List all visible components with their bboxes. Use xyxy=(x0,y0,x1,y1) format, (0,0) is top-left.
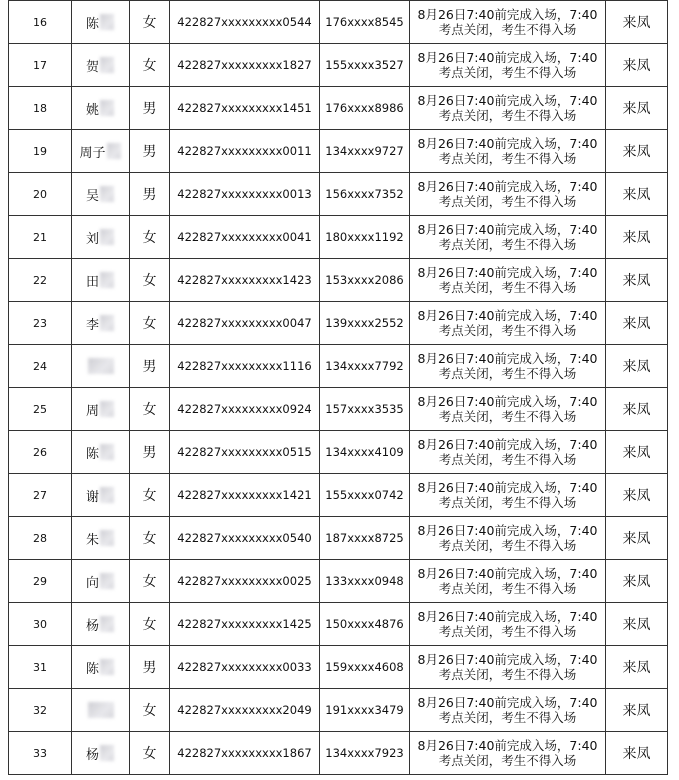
gender-cell: 女 xyxy=(130,302,170,345)
entry-note-line2: 考点关闭，考生不得入场 xyxy=(438,366,577,381)
table-row xyxy=(9,345,668,388)
entry-note-line1: 8月26日7:40前完成入场，7:40 xyxy=(417,351,598,366)
gender-cell: 女 xyxy=(130,474,170,517)
entry-note-line2: 考点关闭，考生不得入场 xyxy=(438,753,577,768)
name-visible-part: 李 xyxy=(85,317,99,333)
name-cell xyxy=(72,44,130,87)
gender-cell: 男 xyxy=(130,173,170,216)
redacted-name-mask xyxy=(100,444,114,460)
phone-cell: 155xxxx3527 xyxy=(320,44,410,87)
entry-note-line1: 8月26日7:40前完成入场，7:40 xyxy=(417,136,598,151)
id-number-cell: 422827xxxxxxxxx0025 xyxy=(170,560,320,603)
exam-site-cell: 来凤 xyxy=(606,646,668,689)
id-number-cell: 422827xxxxxxxxx1421 xyxy=(170,474,320,517)
exam-site-cell: 来凤 xyxy=(606,431,668,474)
phone-cell: 187xxxx8725 xyxy=(320,517,410,560)
exam-site-cell: 来凤 xyxy=(606,388,668,431)
exam-candidate-table xyxy=(8,0,668,775)
table-row xyxy=(9,302,668,345)
table-row xyxy=(9,474,668,517)
phone-cell: 157xxxx3535 xyxy=(320,388,410,431)
name-visible-part: 杨 xyxy=(85,747,99,763)
entry-note-cell xyxy=(410,130,606,173)
name-visible-part: 陈 xyxy=(85,446,99,462)
name-cell xyxy=(72,560,130,603)
exam-site-cell: 来凤 xyxy=(606,345,668,388)
table-row xyxy=(9,173,668,216)
row-number-cell: 20 xyxy=(9,173,72,216)
name-cell xyxy=(72,1,130,44)
entry-note-line2: 考点关闭，考生不得入场 xyxy=(438,323,577,338)
table-row xyxy=(9,431,668,474)
entry-note-line1: 8月26日7:40前完成入场，7:40 xyxy=(417,609,598,624)
gender-cell: 男 xyxy=(130,130,170,173)
entry-note-cell xyxy=(410,259,606,302)
redacted-name-mask xyxy=(100,616,114,632)
entry-note-cell xyxy=(410,87,606,130)
row-number-cell: 32 xyxy=(9,689,72,732)
entry-note-line2: 考点关闭，考生不得入场 xyxy=(438,108,577,123)
name-cell xyxy=(72,732,130,775)
table-row xyxy=(9,560,668,603)
table-row xyxy=(9,603,668,646)
row-number-cell: 21 xyxy=(9,216,72,259)
gender-cell: 女 xyxy=(130,1,170,44)
phone-cell: 134xxxx7792 xyxy=(320,345,410,388)
id-number-cell: 422827xxxxxxxxx0011 xyxy=(170,130,320,173)
name-visible-part: 杨 xyxy=(85,618,99,634)
name-cell xyxy=(72,689,130,732)
redacted-name-mask xyxy=(100,401,114,417)
gender-cell: 女 xyxy=(130,689,170,732)
exam-site-cell: 来凤 xyxy=(606,689,668,732)
name-visible-part: 刘 xyxy=(85,231,99,247)
name-cell xyxy=(72,173,130,216)
id-number-cell: 422827xxxxxxxxx1423 xyxy=(170,259,320,302)
redacted-name-mask xyxy=(100,487,114,503)
name-visible-part: 贺 xyxy=(85,59,99,75)
redacted-name-mask xyxy=(100,272,114,288)
redacted-name-mask xyxy=(100,530,114,546)
row-number-cell: 25 xyxy=(9,388,72,431)
entry-note-line1: 8月26日7:40前完成入场，7:40 xyxy=(417,738,598,753)
gender-cell: 女 xyxy=(130,560,170,603)
entry-note-line1: 8月26日7:40前完成入场，7:40 xyxy=(417,308,598,323)
entry-note-cell xyxy=(410,603,606,646)
table-body xyxy=(9,1,668,775)
phone-cell: 150xxxx4876 xyxy=(320,603,410,646)
exam-site-cell: 来凤 xyxy=(606,216,668,259)
entry-note-line1: 8月26日7:40前完成入场，7:40 xyxy=(417,179,598,194)
exam-site-cell: 来凤 xyxy=(606,732,668,775)
phone-cell: 155xxxx0742 xyxy=(320,474,410,517)
entry-note-line1: 8月26日7:40前完成入场，7:40 xyxy=(417,566,598,581)
name-cell xyxy=(72,603,130,646)
gender-cell: 女 xyxy=(130,216,170,259)
phone-cell: 159xxxx4608 xyxy=(320,646,410,689)
gender-cell: 男 xyxy=(130,646,170,689)
phone-cell: 191xxxx3479 xyxy=(320,689,410,732)
entry-note-line1: 8月26日7:40前完成入场，7:40 xyxy=(417,394,598,409)
row-number-cell: 28 xyxy=(9,517,72,560)
gender-cell: 女 xyxy=(130,259,170,302)
id-number-cell: 422827xxxxxxxxx0033 xyxy=(170,646,320,689)
entry-note-cell xyxy=(410,732,606,775)
table-row xyxy=(9,87,668,130)
id-number-cell: 422827xxxxxxxxx1425 xyxy=(170,603,320,646)
name-cell xyxy=(72,216,130,259)
name-visible-part: 陈 xyxy=(85,661,99,677)
row-number-cell: 27 xyxy=(9,474,72,517)
phone-cell: 134xxxx7923 xyxy=(320,732,410,775)
entry-note-line2: 考点关闭，考生不得入场 xyxy=(438,452,577,467)
row-number-cell: 30 xyxy=(9,603,72,646)
id-number-cell: 422827xxxxxxxxx0041 xyxy=(170,216,320,259)
gender-cell: 男 xyxy=(130,431,170,474)
phone-cell: 134xxxx4109 xyxy=(320,431,410,474)
id-number-cell: 422827xxxxxxxxx0047 xyxy=(170,302,320,345)
entry-note-line1: 8月26日7:40前完成入场，7:40 xyxy=(417,437,598,452)
entry-note-line1: 8月26日7:40前完成入场，7:40 xyxy=(417,480,598,495)
table-row xyxy=(9,689,668,732)
redacted-name-mask xyxy=(100,186,114,202)
gender-cell: 女 xyxy=(130,732,170,775)
name-visible-part: 陈 xyxy=(85,16,99,32)
id-number-cell: 422827xxxxxxxxx1827 xyxy=(170,44,320,87)
id-number-cell: 422827xxxxxxxxx0924 xyxy=(170,388,320,431)
entry-note-cell xyxy=(410,388,606,431)
row-number-cell: 33 xyxy=(9,732,72,775)
redacted-name-mask xyxy=(100,659,114,675)
id-number-cell: 422827xxxxxxxxx1116 xyxy=(170,345,320,388)
entry-note-line2: 考点关闭，考生不得入场 xyxy=(438,409,577,424)
name-cell xyxy=(72,345,130,388)
entry-note-line1: 8月26日7:40前完成入场，7:40 xyxy=(417,93,598,108)
id-number-cell: 422827xxxxxxxxx2049 xyxy=(170,689,320,732)
entry-note-cell xyxy=(410,173,606,216)
entry-note-cell xyxy=(410,560,606,603)
table-row xyxy=(9,1,668,44)
redacted-name-mask xyxy=(88,358,114,374)
entry-note-cell xyxy=(410,216,606,259)
entry-note-line2: 考点关闭，考生不得入场 xyxy=(438,194,577,209)
redacted-name-mask xyxy=(100,229,114,245)
id-number-cell: 422827xxxxxxxxx0544 xyxy=(170,1,320,44)
phone-cell: 134xxxx9727 xyxy=(320,130,410,173)
entry-note-line2: 考点关闭，考生不得入场 xyxy=(438,710,577,725)
row-number-cell: 19 xyxy=(9,130,72,173)
name-cell xyxy=(72,388,130,431)
gender-cell: 男 xyxy=(130,87,170,130)
name-cell xyxy=(72,87,130,130)
table-row xyxy=(9,44,668,87)
entry-note-cell xyxy=(410,345,606,388)
gender-cell: 女 xyxy=(130,603,170,646)
phone-cell: 156xxxx7352 xyxy=(320,173,410,216)
entry-note-line2: 考点关闭，考生不得入场 xyxy=(438,65,577,80)
gender-cell: 女 xyxy=(130,44,170,87)
table-row xyxy=(9,646,668,689)
entry-note-cell xyxy=(410,1,606,44)
exam-site-cell: 来凤 xyxy=(606,173,668,216)
name-visible-part: 周 xyxy=(85,403,99,419)
exam-site-cell: 来凤 xyxy=(606,87,668,130)
row-number-cell: 29 xyxy=(9,560,72,603)
entry-note-line2: 考点关闭，考生不得入场 xyxy=(438,624,577,639)
row-number-cell: 17 xyxy=(9,44,72,87)
name-visible-part: 周子 xyxy=(79,145,106,161)
row-number-cell: 24 xyxy=(9,345,72,388)
name-visible-part: 吴 xyxy=(85,188,99,204)
entry-note-line1: 8月26日7:40前完成入场，7:40 xyxy=(417,652,598,667)
table-row xyxy=(9,388,668,431)
id-number-cell: 422827xxxxxxxxx0013 xyxy=(170,173,320,216)
table-row xyxy=(9,732,668,775)
id-number-cell: 422827xxxxxxxxx1867 xyxy=(170,732,320,775)
redacted-name-mask xyxy=(107,143,121,159)
gender-cell: 男 xyxy=(130,345,170,388)
phone-cell: 139xxxx2552 xyxy=(320,302,410,345)
name-cell xyxy=(72,646,130,689)
entry-note-line1: 8月26日7:40前完成入场，7:40 xyxy=(417,265,598,280)
table-row xyxy=(9,130,668,173)
phone-cell: 176xxxx8986 xyxy=(320,87,410,130)
entry-note-cell xyxy=(410,689,606,732)
entry-note-line2: 考点关闭，考生不得入场 xyxy=(438,538,577,553)
redacted-name-mask xyxy=(88,702,114,718)
exam-site-cell: 来凤 xyxy=(606,603,668,646)
name-cell xyxy=(72,259,130,302)
row-number-cell: 22 xyxy=(9,259,72,302)
row-number-cell: 16 xyxy=(9,1,72,44)
entry-note-line2: 考点关闭，考生不得入场 xyxy=(438,495,577,510)
name-visible-part: 向 xyxy=(85,575,99,591)
table-row xyxy=(9,517,668,560)
entry-note-line1: 8月26日7:40前完成入场，7:40 xyxy=(417,222,598,237)
entry-note-cell xyxy=(410,474,606,517)
entry-note-line1: 8月26日7:40前完成入场，7:40 xyxy=(417,523,598,538)
entry-note-line1: 8月26日7:40前完成入场，7:40 xyxy=(417,50,598,65)
name-cell xyxy=(72,431,130,474)
gender-cell: 女 xyxy=(130,388,170,431)
entry-note-line2: 考点关闭，考生不得入场 xyxy=(438,280,577,295)
phone-cell: 180xxxx1192 xyxy=(320,216,410,259)
entry-note-line1: 8月26日7:40前完成入场，7:40 xyxy=(417,7,598,22)
table-row xyxy=(9,216,668,259)
name-cell xyxy=(72,517,130,560)
exam-site-cell: 来凤 xyxy=(606,44,668,87)
entry-note-cell xyxy=(410,302,606,345)
exam-site-cell: 来凤 xyxy=(606,560,668,603)
redacted-name-mask xyxy=(100,100,114,116)
gender-cell: 女 xyxy=(130,517,170,560)
phone-cell: 153xxxx2086 xyxy=(320,259,410,302)
entry-note-cell xyxy=(410,517,606,560)
redacted-name-mask xyxy=(100,14,114,30)
redacted-name-mask xyxy=(100,315,114,331)
redacted-name-mask xyxy=(100,57,114,73)
exam-site-cell: 来凤 xyxy=(606,130,668,173)
row-number-cell: 26 xyxy=(9,431,72,474)
id-number-cell: 422827xxxxxxxxx0515 xyxy=(170,431,320,474)
entry-note-line2: 考点关闭，考生不得入场 xyxy=(438,151,577,166)
redacted-name-mask xyxy=(100,745,114,761)
phone-cell: 176xxxx8545 xyxy=(320,1,410,44)
exam-site-cell: 来凤 xyxy=(606,474,668,517)
exam-site-cell: 来凤 xyxy=(606,517,668,560)
redacted-name-mask xyxy=(100,573,114,589)
row-number-cell: 23 xyxy=(9,302,72,345)
id-number-cell: 422827xxxxxxxxx0540 xyxy=(170,517,320,560)
name-visible-part: 谢 xyxy=(85,489,99,505)
name-cell xyxy=(72,130,130,173)
exam-site-cell: 来凤 xyxy=(606,1,668,44)
exam-site-cell: 来凤 xyxy=(606,302,668,345)
name-visible-part: 姚 xyxy=(85,102,99,118)
entry-note-line2: 考点关闭，考生不得入场 xyxy=(438,22,577,37)
id-number-cell: 422827xxxxxxxxx1451 xyxy=(170,87,320,130)
name-cell xyxy=(72,302,130,345)
entry-note-line1: 8月26日7:40前完成入场，7:40 xyxy=(417,695,598,710)
table-row xyxy=(9,259,668,302)
row-number-cell: 18 xyxy=(9,87,72,130)
name-visible-part: 朱 xyxy=(85,532,99,548)
entry-note-cell xyxy=(410,646,606,689)
name-visible-part: 田 xyxy=(85,274,99,290)
entry-note-line2: 考点关闭，考生不得入场 xyxy=(438,237,577,252)
row-number-cell: 31 xyxy=(9,646,72,689)
phone-cell: 133xxxx0948 xyxy=(320,560,410,603)
entry-note-line2: 考点关闭，考生不得入场 xyxy=(438,581,577,596)
exam-site-cell: 来凤 xyxy=(606,259,668,302)
name-cell xyxy=(72,474,130,517)
entry-note-cell xyxy=(410,431,606,474)
entry-note-line2: 考点关闭，考生不得入场 xyxy=(438,667,577,682)
entry-note-cell xyxy=(410,44,606,87)
